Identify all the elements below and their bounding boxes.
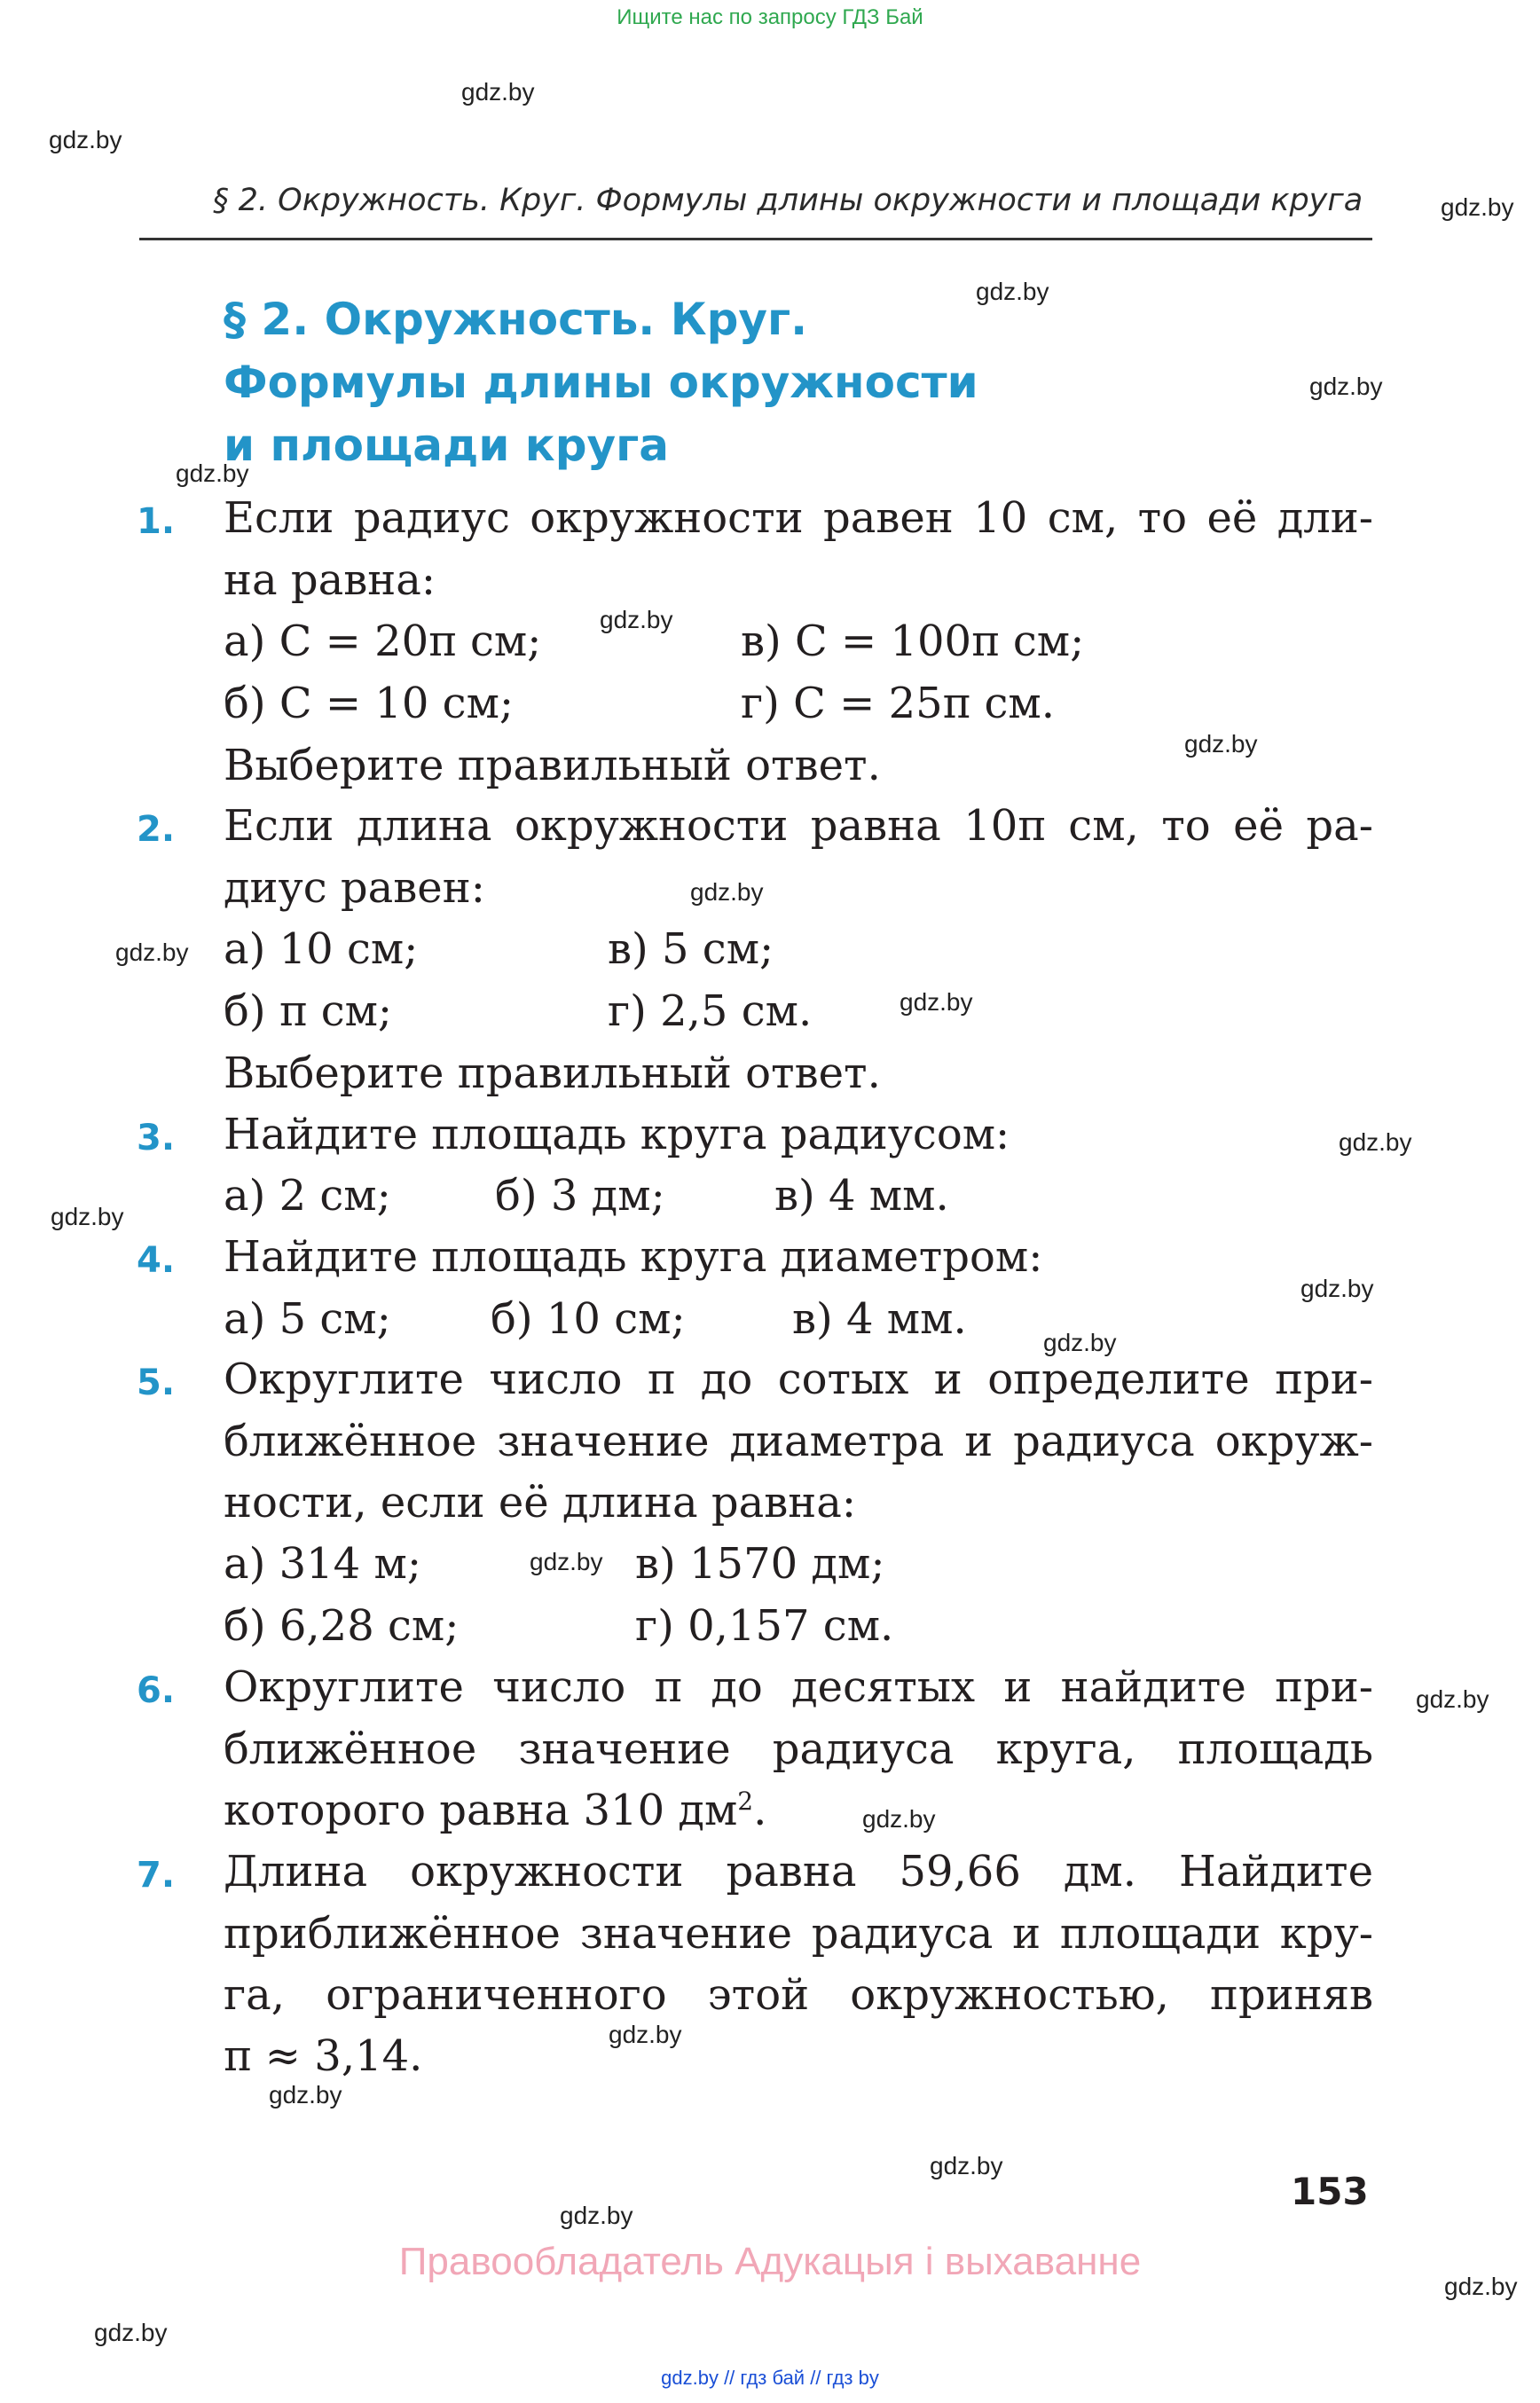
problem-1-text: на равна: [224,555,436,605]
problem-7-text: Длина окружности равна 59,66 дм. Найдите [224,1847,1373,1896]
watermark: gdz.by [1309,373,1383,400]
watermark: gdz.by [930,2152,1003,2179]
watermark: gdz.by [530,1548,603,1575]
problem-1-option-g: г) C = 25π см. [741,679,1055,728]
watermark: gdz.by [600,606,673,633]
problem-3-number: 3. [137,1118,176,1158]
watermark: gdz.by [609,2021,682,2048]
title-line: Формулы длины окружности [224,357,978,408]
problem-4-option-a: а) 5 см; [224,1294,391,1344]
problem-3-text: Найдите площадь круга радиусом: [224,1110,1010,1159]
watermark: gdz.by [1184,730,1258,758]
title-line: § 2. Окружность. Круг. [224,294,808,345]
problem-7-text: π ≈ 3,14. [224,2031,423,2081]
page-number: 153 [1291,2170,1369,2213]
problem-2-option-v: в) 5 см; [608,924,774,974]
superscript-2: 2 [737,1787,754,1816]
problem-5-text: Округлите число π до сотых и определите при- [224,1355,1373,1404]
problem-6-last-line: которого равна 310 дм [224,1786,738,1835]
problem-2-instruction: Выберите правильный ответ. [224,1048,881,1098]
footer-links[interactable]: gdz.by // гдз бай // гдз by [661,2367,879,2389]
watermark: gdz.by [1043,1329,1117,1356]
problem-2-option-b: б) π см; [224,986,393,1036]
problem-5-option-a: а) 314 м; [224,1539,421,1589]
watermark: gdz.by [690,878,764,906]
problem-1-option-b: б) C = 10 см; [224,679,515,728]
problem-4-number: 4. [137,1240,176,1281]
watermark: gdz.by [1444,2273,1518,2300]
watermark: gdz.by [1416,1685,1489,1713]
problem-5-option-b: б) 6,28 см; [224,1601,460,1651]
problem-6-text: ближённое значение радиуса круга, площадь [224,1724,1373,1774]
title-line: и площади круга [224,420,669,471]
problem-2-text: Если длина окружности равна 10π см, то её ра- [224,801,1373,851]
watermark: gdz.by [176,459,249,487]
problem-3-option-v: в) 4 мм. [774,1171,949,1221]
watermark: gdz.by [94,2319,168,2346]
problem-5-text: ности, если её длина равна: [224,1478,856,1527]
problem-4-text: Найдите площадь круга диаметром: [224,1232,1043,1282]
problem-3-option-b: б) 3 дм; [495,1171,665,1221]
problem-7-text: приближённое значение радиуса и площади кру- [224,1909,1373,1959]
problem-4-option-b: б) 10 см; [491,1294,686,1344]
watermark: gdz.by [1300,1275,1374,1302]
problem-5-number: 5. [137,1362,176,1403]
problem-3-option-a: а) 2 см; [224,1171,391,1221]
watermark: gdz.by [51,1203,124,1230]
watermark: gdz.by [461,78,535,106]
problem-6-number: 6. [137,1670,176,1711]
problem-6-text [224,1786,766,1835]
running-header: § 2. Окружность. Круг. Формулы длины окружности и площади круга [213,183,1363,218]
problem-1-option-a: а) C = 20π см; [224,616,542,666]
problem-1-text: Если радиус окружности равен 10 см, то её дли- [224,493,1373,543]
copyright-notice: Правообладатель Адукацыя і выхаванне [398,2240,1142,2283]
problem-2-option-a: а) 10 см; [224,924,419,974]
watermark: gdz.by [49,126,122,153]
problem-7-number: 7. [137,1855,176,1896]
watermark: gdz.by [1441,193,1514,221]
section-title [224,288,1022,477]
problem-4-option-v: в) 4 мм. [792,1294,967,1344]
watermark: gdz.by [560,2202,633,2229]
period: . [753,1786,767,1835]
problem-2-number: 2. [137,809,176,850]
watermark: gdz.by [1339,1128,1412,1156]
problem-5-option-v: в) 1570 дм; [635,1539,885,1589]
problem-2-text: диус равен: [224,863,485,913]
watermark: gdz.by [269,2081,342,2109]
problem-1-number: 1. [137,501,176,542]
problem-5-text: ближённое значение диаметра и радиуса окруж- [224,1417,1373,1466]
top-banner: Ищите нас по запросу ГДЗ Бай [617,5,923,29]
watermark: gdz.by [115,938,189,966]
watermark: gdz.by [900,988,973,1016]
problem-1-instruction: Выберите правильный ответ. [224,741,881,790]
watermark: gdz.by [862,1805,936,1833]
watermark: gdz.by [976,278,1049,305]
problem-1-option-v: в) C = 100π см; [741,616,1085,666]
problem-2-option-g: г) 2,5 см. [608,986,813,1036]
problem-7-text: га, ограниченного этой окружностью, приняв [224,1970,1373,2020]
problem-6-text: Округлите число π до десятых и найдите при- [224,1662,1373,1712]
header-rule [139,238,1372,240]
problem-5-option-g: г) 0,157 см. [635,1601,894,1651]
